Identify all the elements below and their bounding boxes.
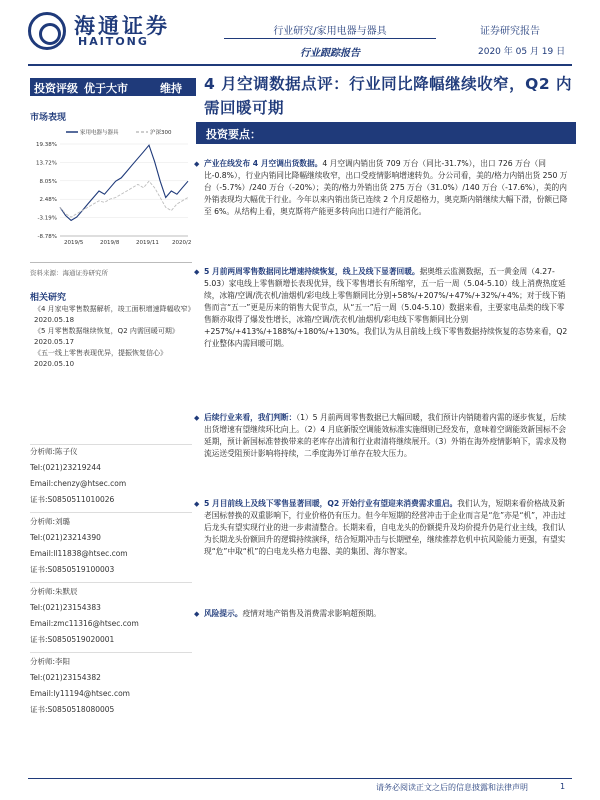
analyst-cert: 证书:S0850519100003 [30, 565, 115, 574]
key-points-header [196, 122, 576, 144]
chart-source: 资料来源：海通证券研究所 [30, 269, 108, 277]
key-point-text: 4 月空调内销出货 709 万台（同比-31.7%），出口 726 万台（同比-0.8%），行业内销同比降幅继续收窄，出口受疫情影响增速转负。分公司看，美的/格力内销出货 250 万台（-5.7%）/240 万台（-20%）；美的/格力外销出货 275 万台（31.0%）/140 万台（-17.6%），美的内外销表现均大幅优于行业。今年以来内销出货已连续 2 个月反超格力，奥克斯内销继续大幅下滑，份额已降至 6%。从结构上看，奥克斯将产能更多转向出口进行产能消化。 [204, 159, 568, 216]
page-number: 1 [560, 782, 566, 791]
footer-disclaimer: 请务必阅读正文之后的信息披露和法律声明 [376, 783, 528, 792]
logo-text-en: HAITONG [78, 35, 149, 48]
legend-label: 家用电器与器具 [80, 130, 119, 136]
bullet-icon: ◆ [194, 610, 200, 618]
y-tick-label: -8.78% [37, 234, 57, 240]
analyst-cert: 证书:S0850519020001 [30, 635, 115, 644]
key-point-lead: 5 月前两周零售数据同比增速持续恢复，线上及线下显著回暖。 [204, 267, 420, 276]
key-point-paragraph [194, 266, 570, 350]
x-tick-label: 2019/5 [64, 240, 84, 246]
rating-bar [30, 78, 196, 96]
analyst-tel: Tel:(021)23214390 [30, 533, 101, 542]
key-point-text: 据奥维云监测数据，五一黄金周（4.27-5.03）家电线上零售额增长表现优异，线下零售增长有所缩窄，五一后一周（5.04-5.10）线上消费热度延续，冰箱/空调/洗衣机/油烟机/彩电线上零售额同比分别+58%/+207%/+47%/+32%/+4%；对于线下销售而言“五一”更是历来的销售大促节点，从“五一”后一周（5.04-5.10）数据来看，主要家电品类的线下零售额亦取得了爆发性增长，冰箱/空调/洗衣机/油烟机/彩电线下零售额同比分别+257%/+413%/+188%/+180%/+130%。我们认为从目前线上线下零售数据持续恢复的态势来看，Q2 行业整体内需回暖可期。 [204, 267, 568, 348]
key-point-text: （1）5 月前两周零售数据已大幅回暖，我们预计内销随着内需的逐步恢复，后续出货增速有望继续环比向上。（2）4 月底新版空调能效标准实施细则已经发布，意味着空调能效新国标不会延期，预计新国标准替换带来的老库存出清和行业肃清将继续展开。（3）外销在海外疫情影响下，需求及物流运送受阻预计影响将持续，二季度海外订单存在较大压力。 [204, 413, 567, 458]
analyst-email[interactable]: Email:ly11194@htsec.com [30, 689, 130, 698]
company-logo-icon [28, 12, 66, 50]
bullet-icon: ◆ [194, 160, 200, 168]
x-tick-label: 2019/8 [100, 240, 120, 246]
key-points-title: 投资要点： [206, 128, 261, 141]
analyst-cert: 证书:S0850518080005 [30, 705, 115, 714]
key-point-lead: 风险提示。 [204, 609, 243, 618]
bullet-icon: ◆ [194, 500, 200, 508]
key-point-lead: 后续行业来看，我们判断： [204, 413, 297, 422]
analyst-tel: Tel:(021)23154383 [30, 603, 101, 612]
report-category: 行业研究/家用电器与器具 [273, 26, 387, 37]
analyst-tel: Tel:(021)23219244 [30, 463, 101, 472]
related-item[interactable]: 《4 月家电零售数据解析，竣工面积增速降幅收窄》2020.05.18 [34, 305, 192, 324]
report-type: 证券研究报告 [480, 26, 540, 37]
legend-label: 沪深300 [150, 130, 172, 136]
key-point-paragraph [194, 498, 570, 558]
analyst-cert: 证书:S0850511010026 [30, 495, 115, 504]
header-rule [28, 64, 572, 66]
analyst-divider [30, 512, 192, 513]
x-tick-label: 2020/2 [172, 240, 192, 246]
key-point-paragraph [194, 158, 570, 218]
analyst-email[interactable]: Email:zmc11316@htsec.com [30, 619, 139, 628]
report-title: 4 月空调数据点评：行业同比降幅继续收窄，Q2 内需回暖可期 [204, 75, 573, 117]
key-point-text: 疫情对地产销售及消费需求影响超预期。 [242, 609, 381, 618]
analyst-name: 分析师:刘璐 [30, 517, 71, 526]
y-tick-label: 2.48% [39, 197, 57, 204]
analyst-name: 分析师:朱默辰 [30, 587, 78, 596]
market-section-title: 市场表现 [30, 113, 67, 123]
key-point-paragraph [194, 608, 570, 620]
bullet-icon: ◆ [194, 414, 200, 422]
y-tick-label: 13.72% [36, 160, 57, 167]
logo-text-cn: 海通证券 [74, 14, 170, 38]
y-tick-label: -3.19% [37, 215, 57, 222]
analyst-name: 分析师:陈子仪 [30, 447, 78, 456]
related-item[interactable]: 《5 月零售数据继续恢复，Q2 内需回暖可期》2020.05.17 [34, 327, 179, 346]
rating-value: 优于大市 [84, 82, 128, 95]
related-item[interactable]: 《五一线上零售表现优异，提振恢复信心》2020.05.10 [34, 349, 167, 368]
analyst-tel: Tel:(021)23154382 [30, 673, 101, 682]
analyst-email[interactable]: Email:chenzy@htsec.com [30, 479, 127, 488]
market-performance-chart [30, 124, 192, 252]
y-tick-label: 19.38% [36, 142, 57, 148]
analyst-email[interactable]: Email:ll11838@htsec.com [30, 549, 128, 558]
analyst-divider [30, 582, 192, 583]
report-date: 2020 年 05 月 19 日 [478, 47, 566, 57]
x-tick-label: 2019/11 [136, 240, 159, 246]
key-point-paragraph [194, 412, 570, 460]
key-point-lead: 产业在线发布 4 月空调出货数据。 [204, 159, 323, 168]
rating-label: 投资评级 [34, 82, 78, 95]
related-section-title: 相关研究 [30, 293, 67, 303]
chart-divider [30, 262, 192, 263]
y-tick-label: 8.05% [39, 178, 57, 185]
rating-status: 维持 [160, 82, 182, 95]
analyst-divider [30, 652, 192, 653]
bullet-icon: ◆ [194, 268, 200, 276]
analyst-name: 分析师:李阳 [30, 657, 71, 666]
footer-rule [28, 778, 572, 779]
key-point-lead: 5 月目前线上及线下零售显著回暖，Q2 开始行业有望迎来消费需求重启。 [204, 499, 458, 508]
key-point-text: 我们认为，短期来看价格战及新老国标替换的双重影响下，行业价格仍有压力。但今年短期的经营冲击于企业而言是“危”亦是“机”，冲击过后龙头有望实现行业的进一步肃清整合。长期来看，自电龙头的份额提升及均价提升仍是行业主线，我们认为长期龙头份额回升的逻辑持续演绎，结合短期冲击与长期壁垒，继续推荐危机中抗风险能力更强，有望实现“危”中取“机”的白电龙头格力电器、美的集团、海尔智家。 [204, 499, 566, 556]
header-divider [224, 38, 436, 39]
report-kind: 行业跟踪报告 [300, 48, 360, 59]
